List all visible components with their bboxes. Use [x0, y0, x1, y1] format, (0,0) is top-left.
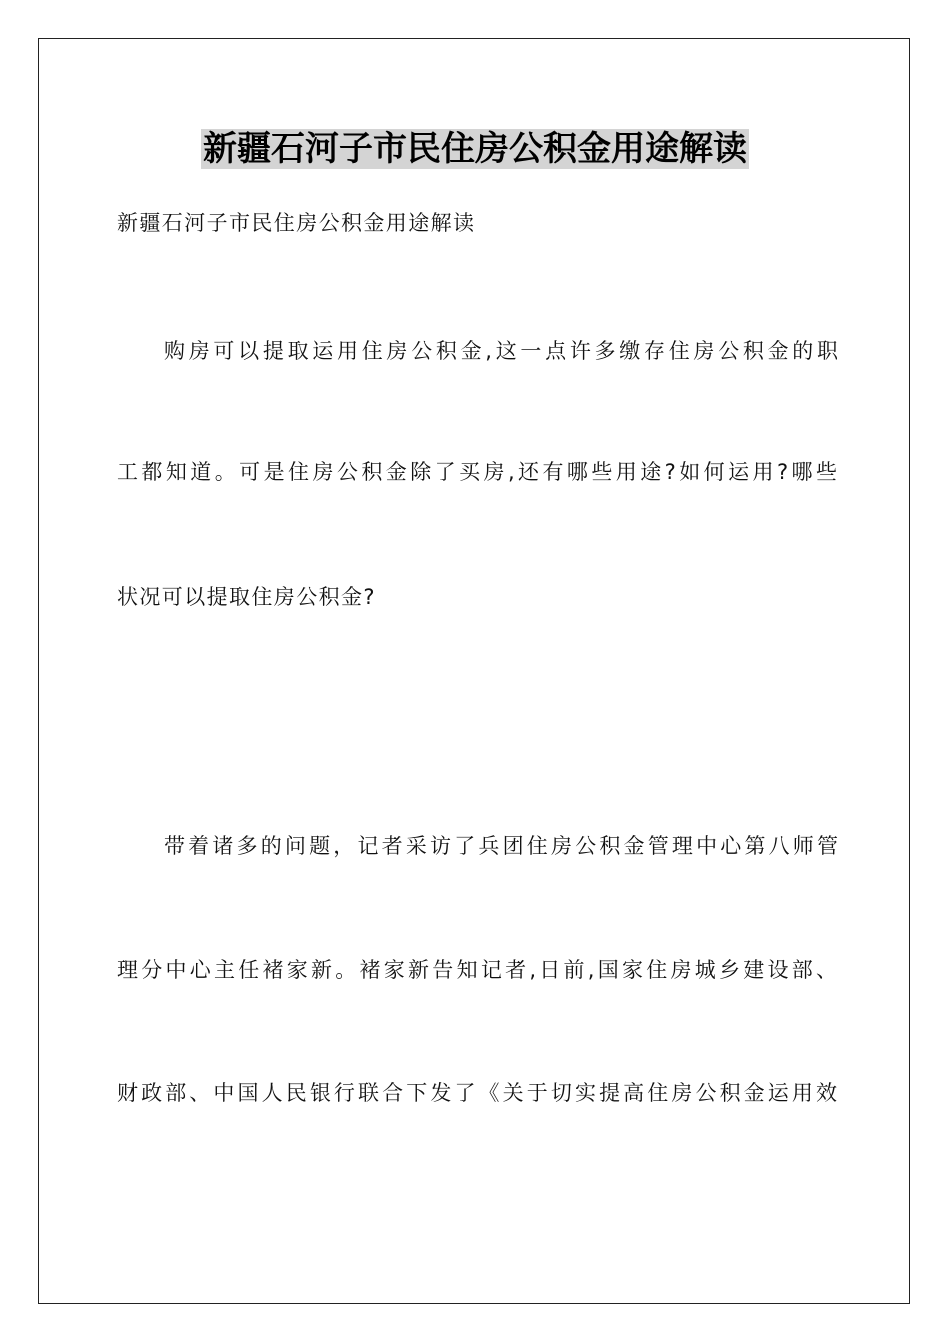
- paragraph-2-line-3: 财政部、中国人民银行联合下发了《关于切实提高住房公积金运用效: [117, 1081, 837, 1105]
- paragraph-2-line-1: 带着诸多的问题，记者采访了兵团住房公积金管理中心第八师管: [164, 834, 838, 858]
- document-subtitle: 新疆石河子市民住房公积金用途解读: [117, 211, 476, 235]
- paragraph-1-line-2: 工都知道。可是住房公积金除了买房,还有哪些用途?如何运用?哪些: [117, 460, 837, 484]
- document-title-text: 新疆石河子市民住房公积金用途解读: [203, 129, 747, 169]
- paragraph-1-line-1: 购房可以提取运用住房公积金,这一点许多缴存住房公积金的职: [164, 339, 838, 363]
- paragraph-2-line-2: 理分中心主任褚家新。褚家新告知记者,日前,国家住房城乡建设部、: [117, 958, 837, 982]
- document-title: [0, 126, 950, 172]
- paragraph-1-line-3: 状况可以提取住房公积金?: [117, 585, 376, 609]
